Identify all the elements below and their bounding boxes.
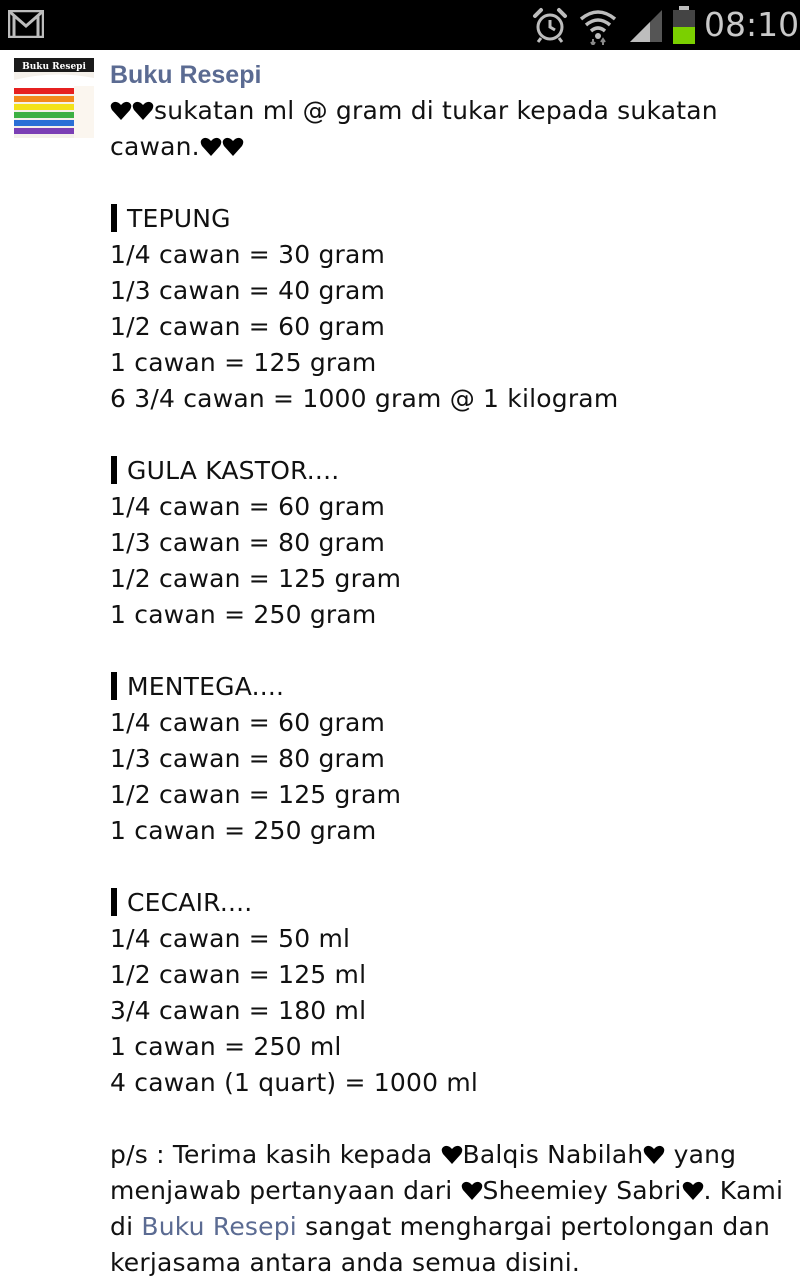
measurement-line: 1/2 cawan = 60 gram bbox=[110, 312, 386, 341]
section-title: TEPUNG bbox=[127, 204, 231, 233]
cake-layer bbox=[14, 88, 76, 94]
avatar[interactable] bbox=[14, 58, 94, 138]
measurement-line: 4 cawan (1 quart) = 1000 ml bbox=[110, 1068, 479, 1097]
intro-text-b: cawan. bbox=[110, 132, 200, 161]
measurement-line: 1/2 cawan = 125 gram bbox=[110, 780, 402, 809]
section-title: GULA KASTOR.... bbox=[127, 456, 340, 485]
heart-icon bbox=[132, 101, 154, 121]
intro-line-2 bbox=[110, 129, 790, 165]
intro-text-a: sukatan ml @ gram di tukar kepada sukatan bbox=[154, 96, 718, 125]
heading-bar-icon bbox=[111, 672, 117, 700]
ps-text: yang bbox=[665, 1140, 737, 1169]
cake-layer bbox=[14, 96, 76, 102]
measurement-sections bbox=[110, 165, 790, 1101]
ps-line-2 bbox=[110, 1173, 790, 1209]
measurement-line: 1/4 cawan = 50 ml bbox=[110, 924, 351, 953]
page-link[interactable]: Buku Resepi bbox=[141, 1212, 297, 1241]
clock-time: 08:10 bbox=[704, 5, 800, 44]
measurement-line: 1 cawan = 250 gram bbox=[110, 816, 377, 845]
section-heading bbox=[110, 453, 790, 489]
ps-text: kerjasama antara anda semua disini. bbox=[110, 1248, 581, 1277]
measurement-line: 3/4 cawan = 180 ml bbox=[110, 996, 367, 1025]
heading-bar-icon bbox=[111, 204, 117, 232]
heading-bar-icon bbox=[111, 456, 117, 484]
wifi-icon bbox=[578, 5, 618, 45]
measurement-line: 1/2 cawan = 125 ml bbox=[110, 960, 367, 989]
ps-line-1 bbox=[110, 1137, 790, 1173]
section-heading bbox=[110, 669, 790, 705]
ps-text: p/s : Terima kasih kepada bbox=[110, 1140, 441, 1169]
heart-icon bbox=[643, 1145, 665, 1165]
cake-layer bbox=[14, 112, 76, 118]
ps-line-3 bbox=[110, 1209, 790, 1245]
ps-text: . Kami bbox=[703, 1176, 784, 1205]
heart-icon bbox=[222, 137, 244, 157]
measurement-line: 1 cawan = 250 gram bbox=[110, 600, 377, 629]
heart-icon bbox=[110, 101, 132, 121]
measurement-line: 1 cawan = 250 ml bbox=[110, 1032, 342, 1061]
measurement-line: 1/2 cawan = 125 gram bbox=[110, 564, 402, 593]
heart-icon bbox=[200, 137, 222, 157]
signal-icon bbox=[628, 8, 664, 44]
post-author[interactable]: Buku Resepi bbox=[110, 61, 262, 89]
measurement-line: 6 3/4 cawan = 1000 gram @ 1 kilogram bbox=[110, 384, 619, 413]
ps-text: di bbox=[110, 1212, 142, 1241]
cake-layer bbox=[14, 120, 76, 126]
heart-icon bbox=[682, 1181, 704, 1201]
ps-text: sangat menghargai pertolongan dan bbox=[296, 1212, 771, 1241]
measurement-line: 1/3 cawan = 80 gram bbox=[110, 528, 386, 557]
gmail-icon[interactable] bbox=[8, 10, 44, 38]
section-heading bbox=[110, 885, 790, 921]
ps-text: menjawab pertanyaan dari bbox=[110, 1176, 461, 1205]
alarm-icon bbox=[531, 6, 569, 44]
section-title: MENTEGA.... bbox=[127, 672, 285, 701]
cake-layer bbox=[14, 104, 76, 110]
measurement-line: 1/4 cawan = 60 gram bbox=[110, 492, 386, 521]
intro-line-1 bbox=[110, 93, 790, 129]
heart-icon bbox=[461, 1181, 483, 1201]
measurement-line: 1 cawan = 125 gram bbox=[110, 348, 377, 377]
heading-bar-icon bbox=[111, 888, 117, 916]
measurement-line: 1/3 cawan = 80 gram bbox=[110, 744, 386, 773]
cake-avatar-image bbox=[14, 58, 94, 138]
mention-name: Sheemiey Sabri bbox=[482, 1176, 682, 1205]
mention-name: Balqis Nabilah bbox=[462, 1140, 644, 1169]
ps-line-4 bbox=[110, 1245, 790, 1281]
measurement-line: 1/4 cawan = 30 gram bbox=[110, 240, 386, 269]
battery-icon bbox=[671, 5, 697, 45]
measurement-line: 1/4 cawan = 60 gram bbox=[110, 708, 386, 737]
section-title: CECAIR.... bbox=[127, 888, 253, 917]
heart-icon bbox=[441, 1145, 463, 1165]
status-bar bbox=[0, 0, 800, 50]
section-heading bbox=[110, 201, 790, 237]
post-body bbox=[110, 93, 790, 1281]
cake-layer bbox=[14, 128, 76, 134]
measurement-line: 1/3 cawan = 40 gram bbox=[110, 276, 386, 305]
avatar-caption: Buku Resepi bbox=[22, 62, 86, 72]
